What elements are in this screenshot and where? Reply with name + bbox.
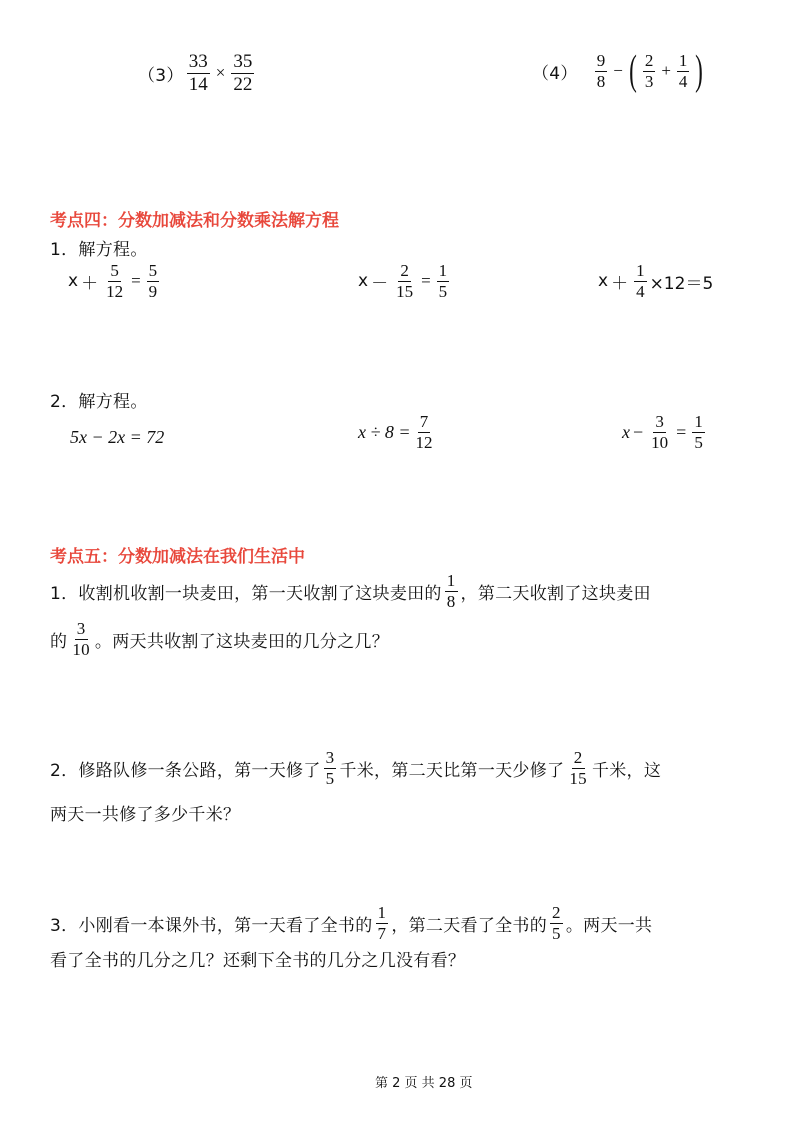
equation-5: x ÷ 8 = $\frac{7}{12}$: [358, 412, 433, 452]
fraction: $\frac{2}{15}$: [569, 748, 587, 788]
fraction: $\frac{5}{12}$: [106, 261, 124, 301]
word-problem-1-line-2: 的 $\frac{3}{10}$ 。两天共收割了这块麦田的几分之几？: [50, 619, 390, 659]
minus-sign: −: [613, 61, 623, 80]
fraction: $\frac{2}{15}$: [396, 261, 414, 301]
fraction: $\frac{3}{5}$: [325, 748, 335, 788]
plus-sign: +: [661, 61, 671, 80]
fraction: $\frac{35}{22}$: [233, 51, 253, 95]
right-paren: ): [695, 48, 704, 94]
fraction: $\frac{1}{4}$: [636, 261, 645, 301]
left-paren: (: [628, 48, 637, 94]
fraction: $\frac{5}{9}$: [148, 261, 158, 301]
fraction: $\frac{3}{10}$: [72, 619, 90, 659]
section-5-title: 考点五：分数加减法在我们生活中: [50, 547, 305, 567]
fraction: $\frac{1}{8}$: [446, 571, 456, 611]
problem-4: [532, 50, 706, 92]
fraction: $\frac{2}{5}$: [552, 903, 561, 943]
fraction: $\frac{7}{12}$: [415, 412, 433, 452]
fraction: $\frac{2}{3}$: [644, 50, 654, 91]
word-problem-3-line-2: 看了全书的几分之几？还剩下全书的几分之几没有看？: [50, 951, 466, 971]
fraction: $\frac{33}{14}$: [188, 51, 208, 95]
page-footer: 第 2 页 共 28 页: [375, 1076, 473, 1091]
fraction: $\frac{9}{8}$: [596, 50, 606, 91]
fraction: $\frac{3}{10}$: [651, 412, 669, 452]
word-problem-2-line-1: 2．修路队修一条公路，第一天修了 $\frac{3}{5}$ 千米，第二天比第一天少修了 $\frac{2}{15}$ 千米，这: [50, 748, 662, 788]
word-problem-2-line-2: 两天一共修了多少千米？: [50, 805, 241, 825]
word-problem-3-line-1: 3．小刚看一本课外书，第一天看了全书的 $\frac{1}{7}$ ，第二天看了全书的 $\frac{2}{5}$ 。两天一共: [50, 903, 653, 943]
section-4-title: 考点四：分数加减法和分数乘法解方程: [50, 211, 339, 231]
fraction: $\frac{1}{7}$: [377, 903, 387, 943]
fraction: $\frac{1}{5}$: [694, 412, 703, 452]
equation-1: x ＋ $\frac{5}{12}$ = $\frac{5}{9}$: [68, 261, 158, 301]
fraction: $\frac{1}{4}$: [678, 50, 688, 91]
fraction: $\frac{1}{5}$: [438, 261, 448, 301]
section-4-q1-label: 1．解方程。: [50, 240, 148, 260]
equation-3: x ＋ $\frac{1}{4}$ ×12＝5: [598, 261, 714, 301]
equation-2: x － $\frac{2}{15}$ = $\frac{1}{5}$: [358, 261, 448, 301]
problem-3: [138, 52, 257, 95]
word-problem-1-line-1: 1．收割机收割一块麦田，第一天收割了这块麦田的 $\frac{1}{8}$ ，第二天收割了这块麦田: [50, 571, 651, 611]
equation-4: 5x − 2x = 72: [70, 427, 165, 447]
times-sign: ×: [215, 63, 226, 83]
section-4-q2-label: 2．解方程。: [50, 392, 148, 412]
problem-4-label: （4）: [532, 63, 578, 84]
problem-3-label: （3）: [138, 65, 184, 86]
equation-6: x − $\frac{3}{10}$ = $\frac{1}{5}$: [622, 412, 703, 452]
